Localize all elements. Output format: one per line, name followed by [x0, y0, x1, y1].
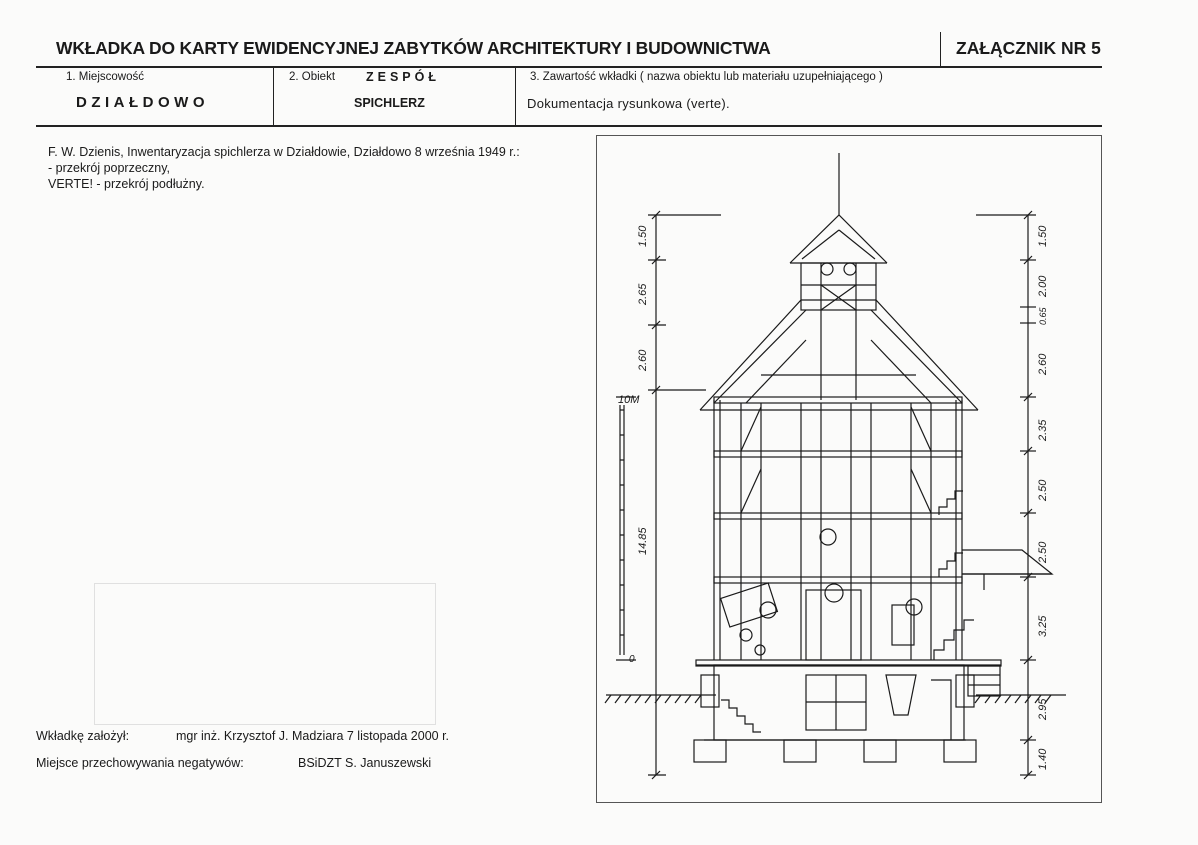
fields-rule [36, 125, 1102, 127]
show-through-mark [94, 583, 436, 725]
left-dim-1: 1.50 [637, 225, 649, 247]
object-group: ZESPÓŁ [366, 70, 441, 84]
description-line-2: - przekrój poprzeczny, [48, 161, 171, 175]
founder-value: mgr inż. Krzysztof J. Madziara 7 listopada 2000 r. [176, 729, 450, 743]
left-dim-3: 2.60 [637, 349, 649, 371]
right-dim-4: 2.60 [1037, 353, 1049, 375]
scale-label: 10M [618, 394, 640, 406]
object-label: 2. Obiekt [289, 71, 336, 83]
title-separator [940, 32, 941, 66]
right-dim-9: 2.95 [1037, 698, 1049, 720]
place-label: 1. Miejscowość [66, 71, 144, 83]
negatives-value: BSiDZT S. Januszewski [298, 756, 432, 770]
founder-label: Wkładkę założył: [36, 729, 130, 743]
scale-zero: 0 [629, 654, 635, 665]
header-rule [36, 66, 1102, 68]
description-line-3: VERTE! - przekrój podłużny. [48, 177, 205, 191]
negatives-label: Miejsce przechowywania negatywów: [36, 756, 244, 770]
place-value: DZIAŁDOWO [76, 94, 209, 111]
right-dim-5: 2.35 [1037, 419, 1049, 441]
right-dim-1: 1.50 [1037, 225, 1049, 247]
description-line-1: F. W. Dzienis, Inwentaryzacja spichlerza w Działdowie, Działdowo 8 września 1949 r.: [48, 145, 520, 159]
right-dim-7: 2.50 [1037, 541, 1049, 563]
content-label: 3. Zawartość wkładki ( nazwa obiektu lub materiału uzupełniającego ) [530, 71, 883, 83]
granary-cross-section [596, 135, 1102, 803]
total-height-label: 14.85 [637, 527, 649, 555]
description [48, 144, 520, 192]
field-separator-1 [273, 67, 274, 125]
field-separator-2 [515, 67, 516, 125]
annex-number: ZAŁĄCZNIK NR 5 [956, 38, 1101, 58]
right-dim-10: 1.40 [1037, 748, 1049, 770]
card-title: WKŁADKA DO KARTY EWIDENCYJNEJ ZABYTKÓW ARCHITEKTURY I BUDOWNICTWA [56, 38, 771, 58]
right-dim-3: 0.65 [1038, 307, 1048, 325]
object-value: SPICHLERZ [354, 96, 425, 110]
content-value: Dokumentacja rysunkowa (verte). [527, 96, 730, 111]
right-dim-8: 3.25 [1037, 615, 1049, 637]
left-dim-2: 2.65 [637, 283, 649, 305]
right-dim-6: 2.50 [1037, 479, 1049, 501]
right-dim-2: 2.00 [1037, 275, 1049, 297]
